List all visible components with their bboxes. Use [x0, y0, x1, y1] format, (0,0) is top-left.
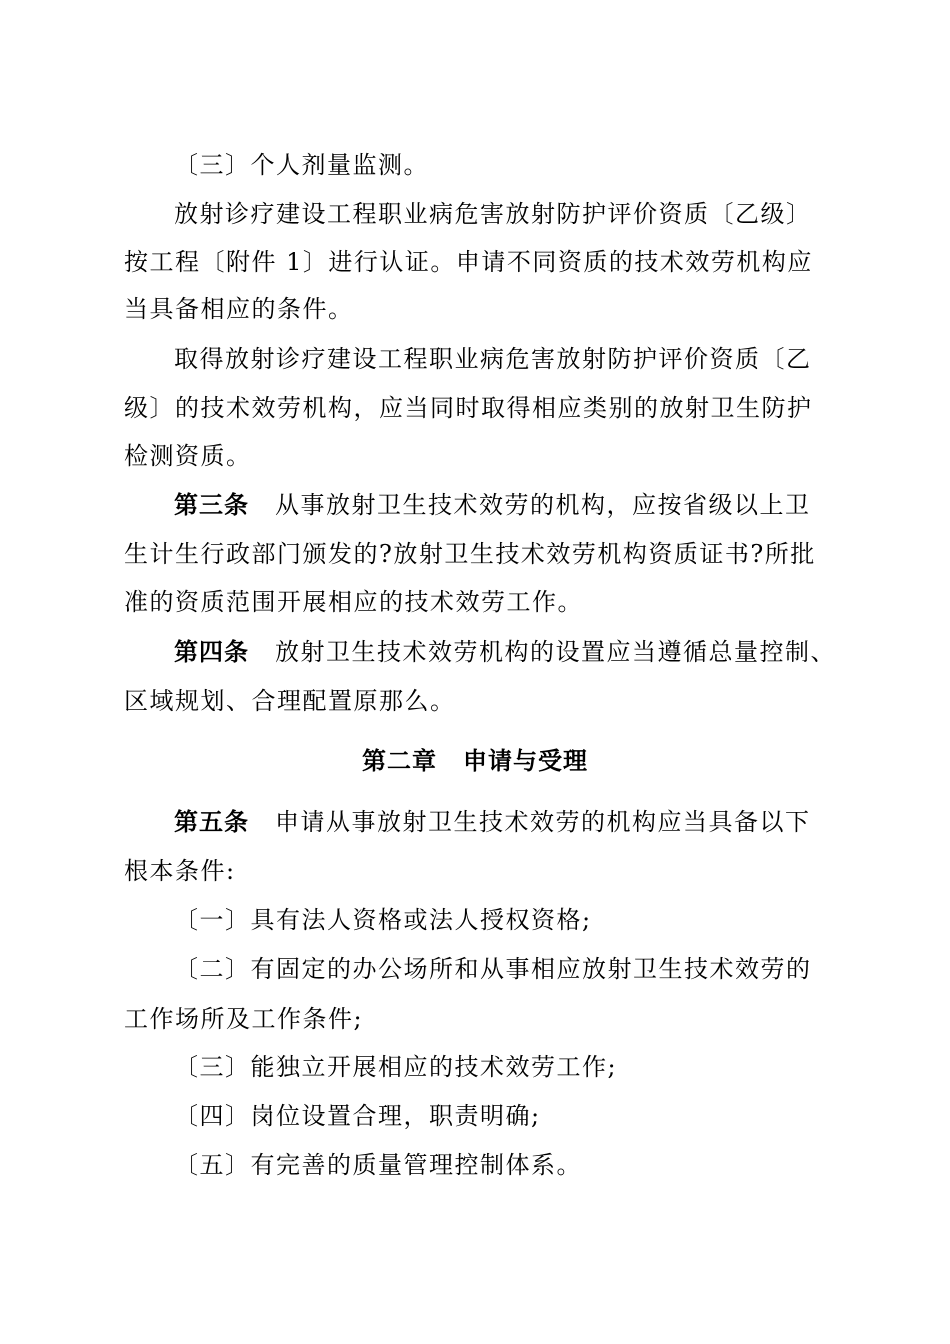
article-label: 第三条	[174, 491, 249, 519]
paragraph-line: 第三条 从事放射卫生技术效劳的机构，应按省级以上卫	[174, 491, 811, 519]
paragraph-line: 根本条件:	[124, 857, 236, 885]
list-item-personal-dose	[174, 150, 429, 180]
paragraph-line: 级〕的技术效劳机构，应当同时取得相应类别的放射卫生防护	[124, 394, 813, 422]
paragraph-line: 生计生行政部门颁发的?放射卫生技术效劳机构资质证书?所批	[124, 540, 816, 568]
list-item-quality-system	[174, 1150, 582, 1180]
line-text: 〔一〕具有法人资格或法人授权资格;	[174, 906, 592, 934]
line-text: 〔三〕能独立开展相应的技术效劳工作;	[174, 1053, 618, 1081]
list-item-legal-person	[174, 905, 592, 935]
paragraph-line: 检测资质。	[124, 442, 252, 470]
chapter-number: 第二章	[362, 747, 437, 775]
paragraph-line: 准的资质范围开展相应的技术效劳工作。	[124, 588, 583, 616]
paragraph-line: 取得放射诊疗建设工程职业病危害放射防护评价资质〔乙	[174, 345, 812, 373]
line-text: 〔三〕个人剂量监测。	[174, 151, 429, 179]
chapter-heading	[0, 746, 950, 776]
article-label: 第四条	[174, 638, 249, 666]
paragraph-line: 第五条 申请从事放射卫生技术效劳的机构应当具备以下	[174, 808, 811, 836]
paragraph-line: 第四条 放射卫生技术效劳机构的设置应当遵循总量控制、	[174, 638, 836, 666]
paragraph-line: 按工程〔附件 1〕进行认证。申请不同资质的技术效劳机构应	[124, 248, 813, 276]
line-text: 〔四〕岗位设置合理，职责明确;	[174, 1102, 541, 1130]
paragraph-line: 〔二〕有固定的办公场所和从事相应放射卫生技术效劳的	[174, 955, 812, 983]
list-item-independent-work	[174, 1052, 617, 1082]
line-text: 〔五〕有完善的质量管理控制体系。	[174, 1151, 582, 1179]
article-label: 第五条	[174, 808, 249, 836]
paragraph-line: 区域规划、合理配置原那么。	[124, 687, 456, 715]
paragraph-line: 当具备相应的条件。	[124, 295, 354, 323]
paragraph-line: 工作场所及工作条件;	[124, 1005, 364, 1033]
paragraph-line: 放射诊疗建设工程职业病危害放射防护评价资质〔乙级〕	[174, 200, 812, 228]
list-item-positions	[174, 1101, 541, 1131]
chapter-title: 申请与受理	[463, 747, 588, 775]
